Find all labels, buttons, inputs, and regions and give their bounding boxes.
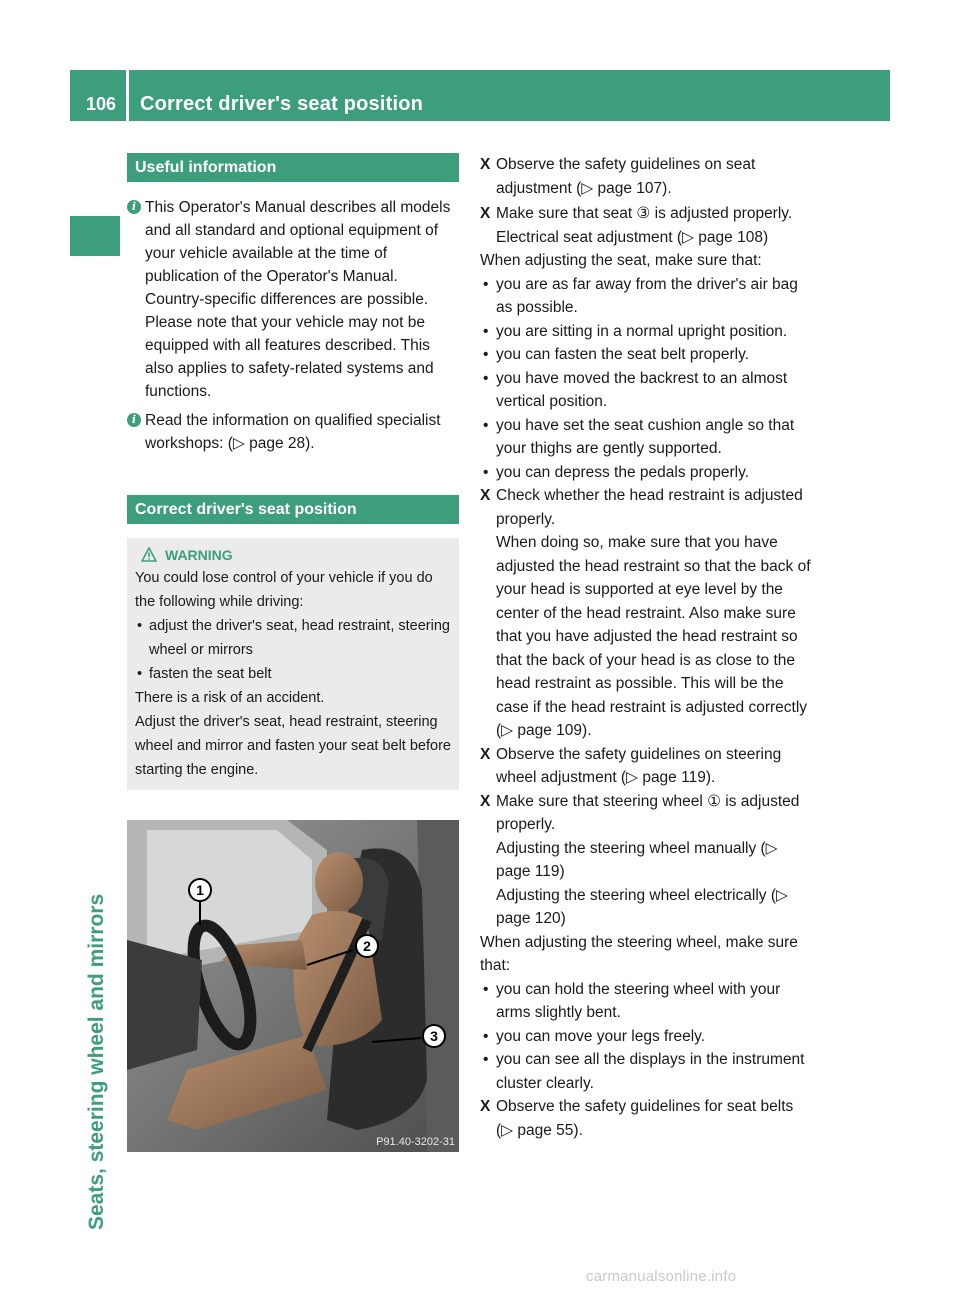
info-note: [127, 409, 459, 455]
info-note-text: Read the information on qualified specialist workshops: (▷ page 28).: [145, 412, 441, 452]
page-title: Correct driver's seat position: [140, 93, 424, 115]
watermark: carmanualsonline.info: [586, 1268, 737, 1285]
wheel-intro: When adjusting the steering wheel, make sure that:: [480, 933, 798, 974]
svg-text:1: 1: [196, 882, 204, 898]
info-icon: i: [127, 200, 141, 214]
step-detail: Electrical seat adjustment (▷ page 108): [496, 228, 769, 246]
section-heading: Correct driver's seat position: [127, 495, 459, 524]
info-icon: i: [127, 413, 141, 427]
warning-header: [135, 544, 451, 566]
seat-position-figure: [127, 820, 459, 1152]
svg-text:2: 2: [363, 938, 371, 954]
seat-check-item: • you have set the seat cushion angle so that your thighs are gently supported.: [480, 414, 814, 461]
warning-box: [127, 538, 459, 790]
callout-1: [189, 879, 211, 901]
wheel-check-item: • you can move your legs freely.: [480, 1025, 814, 1049]
info-note-text: This Operator's Manual describes all models and all standard and optional equipment of your vehicle available at the time of publication of the Operator's Manual. Country-specific differences are possible. Please note that your vehicle may not be equipped with all features described. This also applies to safety-related systems and functions.: [145, 199, 451, 400]
warning-intro: You could lose control of your vehicle if you do the following while driving:: [135, 570, 433, 610]
action-step: X Observe the safety guidelines for seat belts (▷ page 55).: [480, 1095, 814, 1142]
seat-check-item: • you have moved the backrest to an almost vertical position.: [480, 367, 814, 414]
callout-2: [356, 935, 378, 957]
svg-text:3: 3: [430, 1028, 438, 1044]
wheel-check-item: • you can hold the steering wheel with your arms slightly bent.: [480, 978, 814, 1025]
step-detail: When doing so, make sure that you have adjusted the head restraint so that the back of your head is supported at eye level by the center of the head restraint. Also make sure that you have adjusted the head restraint so that the back of your head is as close to the head restraint as possible. This will be the case if the head restraint is adjusted correctly (▷ page 109).: [496, 534, 811, 739]
step-detail: Adjusting the steering wheel manually (▷ page 119): [496, 839, 778, 880]
warning-advice: Adjust the driver's seat, head restraint, steering wheel and mirror and fasten your seat belt before starting the engine.: [135, 714, 451, 778]
step-detail: Adjusting the steering wheel electrically (▷ page 120): [496, 886, 788, 927]
warning-bullet: • fasten the seat belt: [135, 662, 451, 686]
driver-seat-illustration: [127, 820, 459, 1152]
right-column: [480, 153, 814, 1142]
wheel-check-item: • you can see all the displays in the instrument cluster clearly.: [480, 1048, 814, 1095]
action-step: X Observe the safety guidelines on seat adjustment (▷ page 107).: [480, 153, 814, 200]
seat-check-item: • you are as far away from the driver's air bag as possible.: [480, 273, 814, 320]
warning-label: WARNING: [165, 547, 233, 563]
action-step: X Make sure that steering wheel ① is adjusted properly.: [480, 790, 814, 837]
left-column: [127, 153, 459, 1152]
chapter-tab: [70, 216, 120, 256]
info-note: [127, 196, 459, 403]
chapter-label: Seats, steering wheel and mirrors: [85, 893, 108, 1230]
seat-check-item: • you can depress the pedals properly.: [480, 461, 814, 485]
figure-code: P91.40-3202-31: [376, 1136, 455, 1148]
action-step: X Check whether the head restraint is adjusted properly.: [480, 484, 814, 531]
header-divider: [126, 70, 129, 121]
action-step: X Observe the safety guidelines on steering wheel adjustment (▷ page 119).: [480, 743, 814, 790]
useful-info-heading: Useful information: [127, 153, 459, 182]
page-number: 106: [86, 94, 117, 114]
warning-bullet: • adjust the driver's seat, head restraint, steering wheel or mirrors: [135, 614, 451, 662]
seat-check-item: • you can fasten the seat belt properly.: [480, 343, 814, 367]
warning-triangle-icon: [141, 547, 157, 562]
warning-risk: There is a risk of an accident.: [135, 690, 325, 706]
chapter-label-wrap: [82, 750, 112, 1230]
seat-intro: When adjusting the seat, make sure that:: [480, 252, 762, 269]
callout-3: [423, 1025, 445, 1047]
action-step: X Make sure that seat ③ is adjusted properly.: [480, 202, 814, 226]
seat-check-item: • you are sitting in a normal upright position.: [480, 320, 814, 344]
